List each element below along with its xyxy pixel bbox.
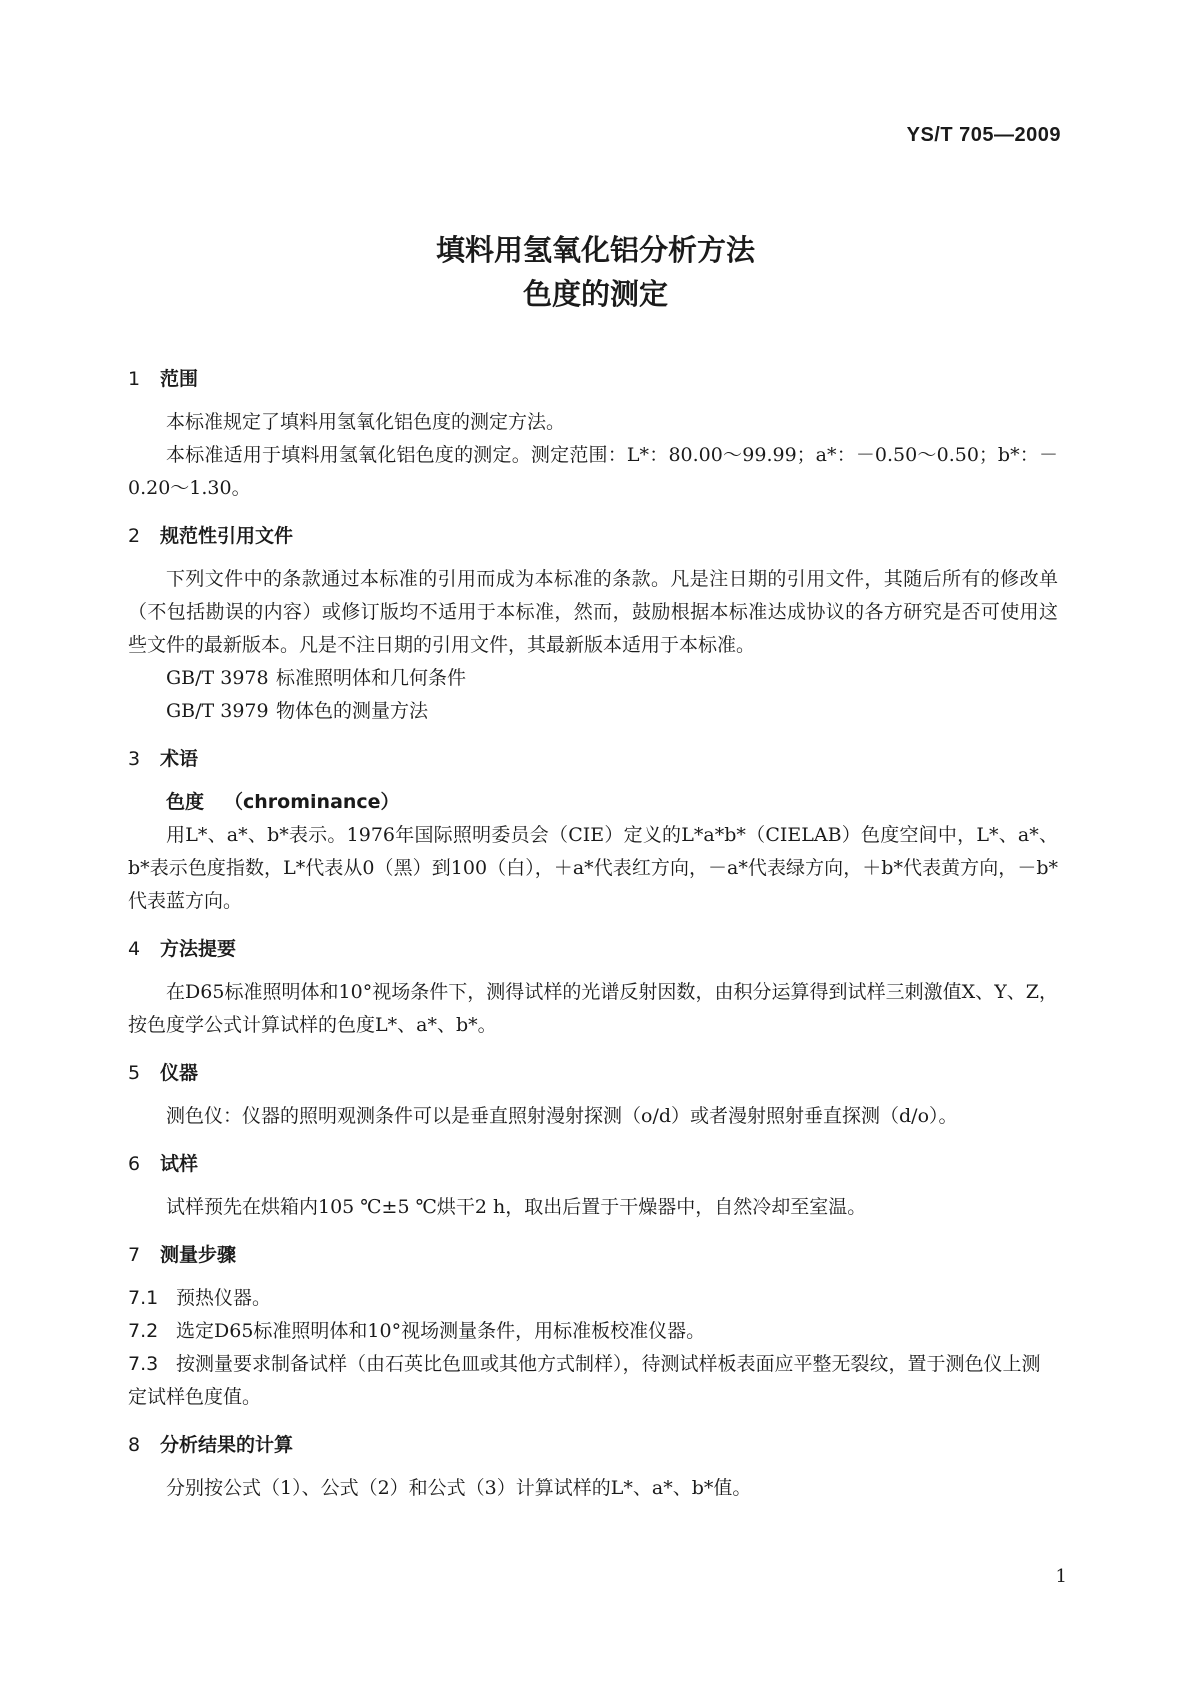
section-title: 分析结果的计算 — [160, 1434, 294, 1456]
section-heading — [128, 1432, 1058, 1458]
section-heading — [128, 1151, 1058, 1177]
step-number: 7.3 — [128, 1353, 159, 1375]
standard-code: YS/T 705—2009 — [906, 124, 1061, 146]
title-line-2: 色度的测定 — [522, 277, 668, 311]
paragraph: 用L*、a*、b*表示。1976年国际照明委员会（CIE）定义的L*a*b*（CIELAB）色度空间中，L*、a*、b*表示色度指数，L*代表从0（黑）到100（白），＋a*代表红方向，－a*代表绿方向，＋b*代表黄方向，－b*代表蓝方向。 — [128, 824, 1058, 912]
paragraph: 本标准规定了填料用氢氧化铝色度的测定方法。 — [166, 411, 566, 433]
paragraph: 本标准适用于填料用氢氧化铝色度的测定。测定范围：L*：80.00～99.99；a*：－0.50～0.50；b*：－0.20～1.30。 — [128, 444, 1058, 499]
section-title: 术语 — [160, 748, 199, 770]
section-heading — [128, 366, 1058, 392]
section-heading — [128, 523, 1058, 549]
section-number: 3 — [128, 748, 141, 770]
paragraph: 下列文件中的条款通过本标准的引用而成为本标准的条款。凡是注日期的引用文件，其随后所有的修改单（不包括勘误的内容）或修订版均不适用于本标准，然而，鼓励根据本标准达成协议的各方研究是否可使用这些文件的最新版本。凡是不注日期的引用文件，其最新版本适用于本标准。 — [128, 568, 1058, 656]
section-title: 试样 — [160, 1153, 199, 1175]
paragraph: 试样预先在烘箱内105 ℃±5 ℃烘干2 h，取出后置于干燥器中，自然冷却至室温。 — [166, 1196, 867, 1218]
title-line-1: 填料用氢氧化铝分析方法 — [435, 233, 755, 267]
page-number: 1 — [1055, 1566, 1067, 1587]
section-number: 7 — [128, 1244, 141, 1266]
section-number: 8 — [128, 1434, 141, 1456]
term-zh: 色度 — [166, 791, 205, 813]
section-title: 规范性引用文件 — [160, 525, 294, 547]
step-text: 选定D65标准照明体和10°视场测量条件，用标准板校准仪器。 — [176, 1320, 706, 1342]
section-heading — [128, 936, 1058, 962]
section-number: 6 — [128, 1153, 141, 1175]
paragraph: 在D65标准照明体和10°视场条件下，测得试样的光谱反射因数，由积分运算得到试样三刺激值X、Y、Z，按色度学公式计算试样的色度L*、a*、b*。 — [128, 981, 1058, 1036]
section-number: 1 — [128, 368, 141, 390]
reference-code: GB/T 3979 — [166, 700, 269, 722]
reference-title: 标准照明体和几何条件 — [276, 667, 467, 689]
document-body — [128, 366, 1058, 1505]
section-title: 测量步骤 — [160, 1244, 237, 1266]
step-number: 7.2 — [128, 1320, 159, 1342]
document-title — [0, 228, 1191, 316]
step-item — [128, 1282, 1058, 1315]
step-text: 按测量要求制备试样（由石英比色皿或其他方式制样），待测试样板表面应平整无裂纹，置于测色仪上测定试样色度值。 — [128, 1353, 1041, 1408]
section-title: 方法提要 — [160, 938, 237, 960]
reference-item — [128, 695, 1058, 728]
section-heading — [128, 1242, 1058, 1268]
reference-item — [128, 662, 1058, 695]
step-number: 7.1 — [128, 1287, 159, 1309]
step-item — [128, 1315, 1058, 1348]
section-heading — [128, 746, 1058, 772]
section-number: 2 — [128, 525, 141, 547]
section-title: 仪器 — [160, 1062, 199, 1084]
paragraph: 测色仪：仪器的照明观测条件可以是垂直照射漫射探测（o/d）或者漫射照射垂直探测（d/o）。 — [166, 1105, 958, 1127]
paragraph: 分别按公式（1）、公式（2）和公式（3）计算试样的L*、a*、b*值。 — [166, 1477, 752, 1499]
step-item — [128, 1348, 1058, 1414]
section-heading — [128, 1060, 1058, 1086]
section-number: 5 — [128, 1062, 141, 1084]
term-en: （chrominance） — [224, 791, 400, 813]
step-text: 预热仪器。 — [176, 1287, 272, 1309]
section-title: 范围 — [160, 368, 199, 390]
reference-title: 物体色的测量方法 — [276, 700, 429, 722]
reference-code: GB/T 3978 — [166, 667, 269, 689]
section-number: 4 — [128, 938, 141, 960]
term-heading — [128, 786, 1058, 819]
